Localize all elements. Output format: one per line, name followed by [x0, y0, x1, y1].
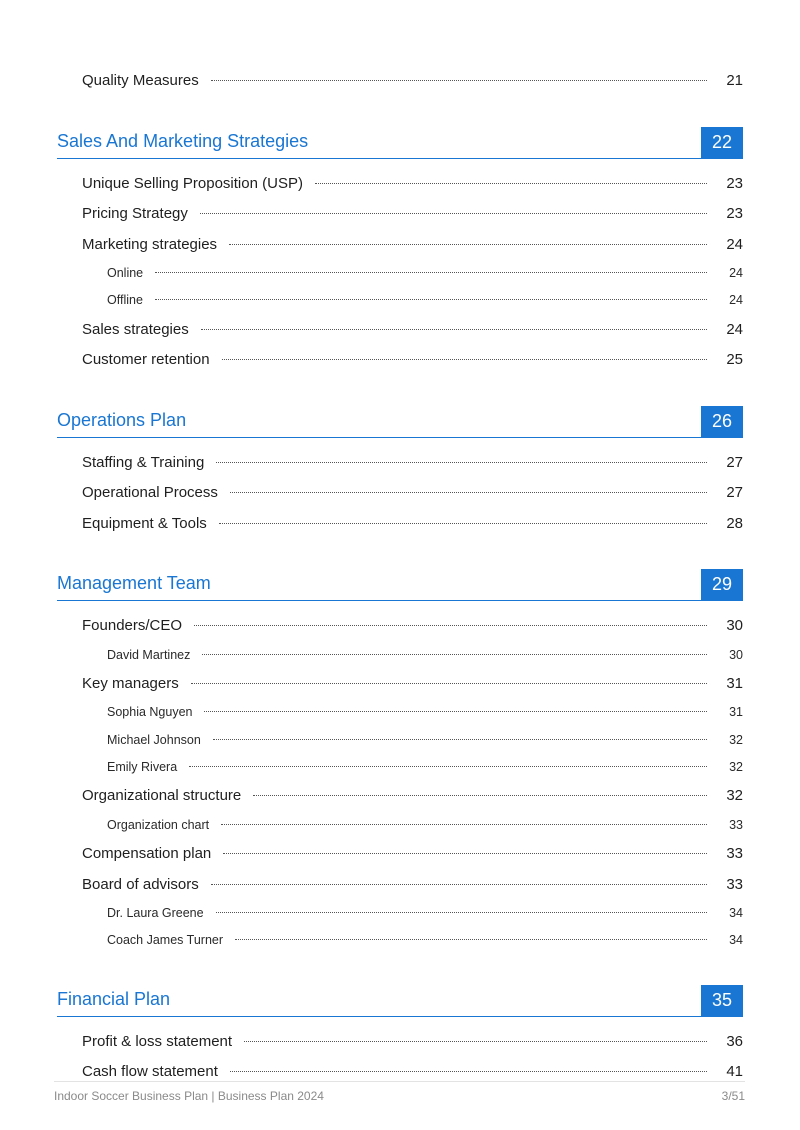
dot-leader	[230, 1071, 707, 1072]
entry-page-number: 41	[726, 1063, 743, 1081]
entry-label: Key managers	[82, 674, 179, 692]
entry-label: Quality Measures	[82, 72, 199, 89]
entry-label: Michael Johnson	[107, 732, 201, 747]
toc-entry[interactable]	[82, 870, 743, 901]
section-title: Operations Plan	[57, 409, 187, 430]
entry-page-number: 31	[726, 674, 743, 692]
entry-label: Board of advisors	[82, 875, 199, 893]
entry-page-number: 32	[729, 732, 743, 747]
entry-page-number: 34	[729, 933, 743, 948]
entry-label: Operational Process	[82, 484, 218, 502]
entry-label: Cash flow statement	[82, 1063, 218, 1081]
dot-leader	[216, 912, 707, 913]
section-title: Sales And Marketing Strategies	[57, 130, 309, 151]
dot-leader	[204, 711, 707, 712]
entry-page-number: 24	[726, 235, 743, 253]
entry-label: Organizational structure	[82, 787, 242, 805]
entry-label: David Martinez	[107, 647, 191, 662]
toc-section-heading[interactable]	[57, 569, 743, 601]
dot-leader	[213, 739, 707, 740]
toc-entry[interactable]	[82, 315, 743, 346]
footer-document-title: Indoor Soccer Business Plan | Business Plan 2024	[54, 1089, 324, 1103]
dot-leader	[189, 766, 707, 767]
toc-subentry[interactable]	[107, 699, 743, 726]
dot-leader	[194, 625, 707, 626]
section-title: Financial Plan	[57, 988, 171, 1009]
toc-entry[interactable]	[82, 1027, 743, 1058]
entry-label: Coach James Turner	[107, 933, 224, 948]
entry-label: Founders/CEO	[82, 617, 183, 635]
entry-page-number: 24	[729, 293, 743, 308]
toc-entry[interactable]	[82, 478, 743, 509]
entry-label: Unique Selling Proposition (USP)	[82, 174, 303, 192]
entry-page-number: 34	[729, 906, 743, 921]
entry-label: Customer retention	[82, 351, 210, 369]
entry-page-number: 23	[726, 205, 743, 222]
dot-leader	[315, 183, 707, 184]
toc-entry[interactable]	[82, 230, 743, 261]
entry-label: Sophia Nguyen	[107, 705, 193, 720]
entry-page-number: 33	[726, 875, 743, 893]
entry-label: Dr. Laura Greene	[107, 906, 204, 921]
toc-subentry[interactable]	[107, 642, 743, 669]
entry-label: Compensation plan	[82, 845, 212, 863]
entry-page-number: 31	[729, 705, 743, 720]
dot-leader	[235, 939, 707, 940]
entry-page-number: 27	[726, 484, 743, 502]
entry-page-number: 24	[726, 320, 743, 338]
toc-subentry[interactable]	[107, 900, 743, 927]
dot-leader	[229, 244, 707, 245]
dot-leader	[155, 299, 707, 300]
section-title: Management Team	[57, 573, 211, 594]
section-page-badge: 26	[701, 406, 743, 437]
dot-leader	[191, 683, 707, 684]
toc-subentry[interactable]	[107, 727, 743, 754]
dot-leader	[223, 853, 707, 854]
toc-entry[interactable]	[82, 199, 743, 230]
toc-subentry[interactable]	[107, 812, 743, 839]
dot-leader	[230, 492, 707, 493]
dot-leader	[253, 795, 707, 796]
dot-leader	[219, 523, 707, 524]
dot-leader	[216, 462, 707, 463]
entry-label: Profit & loss statement	[82, 1032, 233, 1050]
toc-entry[interactable]	[82, 66, 743, 97]
entry-page-number: 28	[726, 514, 743, 532]
dot-leader	[200, 213, 707, 214]
toc-entry[interactable]	[82, 448, 743, 479]
entry-label: Pricing Strategy	[82, 205, 188, 222]
toc-entry[interactable]	[82, 839, 743, 870]
entry-label: Equipment & Tools	[82, 514, 207, 532]
entry-label: Marketing strategies	[82, 235, 218, 253]
dot-leader	[244, 1041, 707, 1042]
toc-subentry[interactable]	[107, 927, 743, 954]
dot-leader	[202, 654, 707, 655]
toc-entry[interactable]	[82, 611, 743, 642]
page-footer	[54, 1081, 745, 1103]
entry-page-number: 27	[726, 453, 743, 471]
dot-leader	[221, 824, 707, 825]
section-page-badge: 35	[701, 985, 743, 1016]
entry-page-number: 21	[726, 72, 743, 89]
toc-entry[interactable]	[82, 781, 743, 812]
entry-label: Offline	[107, 293, 143, 308]
entry-page-number: 33	[729, 817, 743, 832]
toc-entry[interactable]	[82, 509, 743, 540]
toc-entry[interactable]	[82, 169, 743, 200]
entry-label: Organization chart	[107, 817, 210, 832]
toc-section-heading[interactable]	[57, 406, 743, 438]
dot-leader	[211, 884, 707, 885]
entry-page-number: 36	[726, 1032, 743, 1050]
toc-entry[interactable]	[82, 669, 743, 700]
entry-page-number: 23	[726, 174, 743, 192]
entry-page-number: 24	[729, 266, 743, 280]
entry-label: Online	[107, 266, 144, 280]
dot-leader	[211, 80, 707, 81]
entry-label: Staffing & Training	[82, 453, 205, 471]
entry-page-number: 25	[726, 351, 743, 369]
toc-subentry[interactable]	[107, 260, 743, 287]
footer-page-number: 3/51	[721, 1089, 745, 1103]
toc-subentry[interactable]	[107, 754, 743, 781]
entry-label: Sales strategies	[82, 320, 189, 338]
dot-leader	[201, 329, 707, 330]
section-page-badge: 29	[701, 569, 743, 600]
entry-page-number: 32	[726, 787, 743, 805]
dot-leader	[222, 359, 707, 360]
toc-section-heading[interactable]	[57, 985, 743, 1017]
toc-entry[interactable]	[82, 345, 743, 376]
entry-label: Emily Rivera	[107, 759, 178, 774]
table-of-contents	[57, 66, 743, 1088]
section-page-badge: 22	[701, 127, 743, 158]
dot-leader	[155, 272, 707, 273]
toc-section-heading[interactable]	[57, 127, 743, 159]
entry-page-number: 32	[729, 759, 743, 774]
entry-page-number: 30	[726, 617, 743, 635]
entry-page-number: 30	[729, 647, 743, 662]
entry-page-number: 33	[726, 845, 743, 863]
toc-subentry[interactable]	[107, 287, 743, 314]
